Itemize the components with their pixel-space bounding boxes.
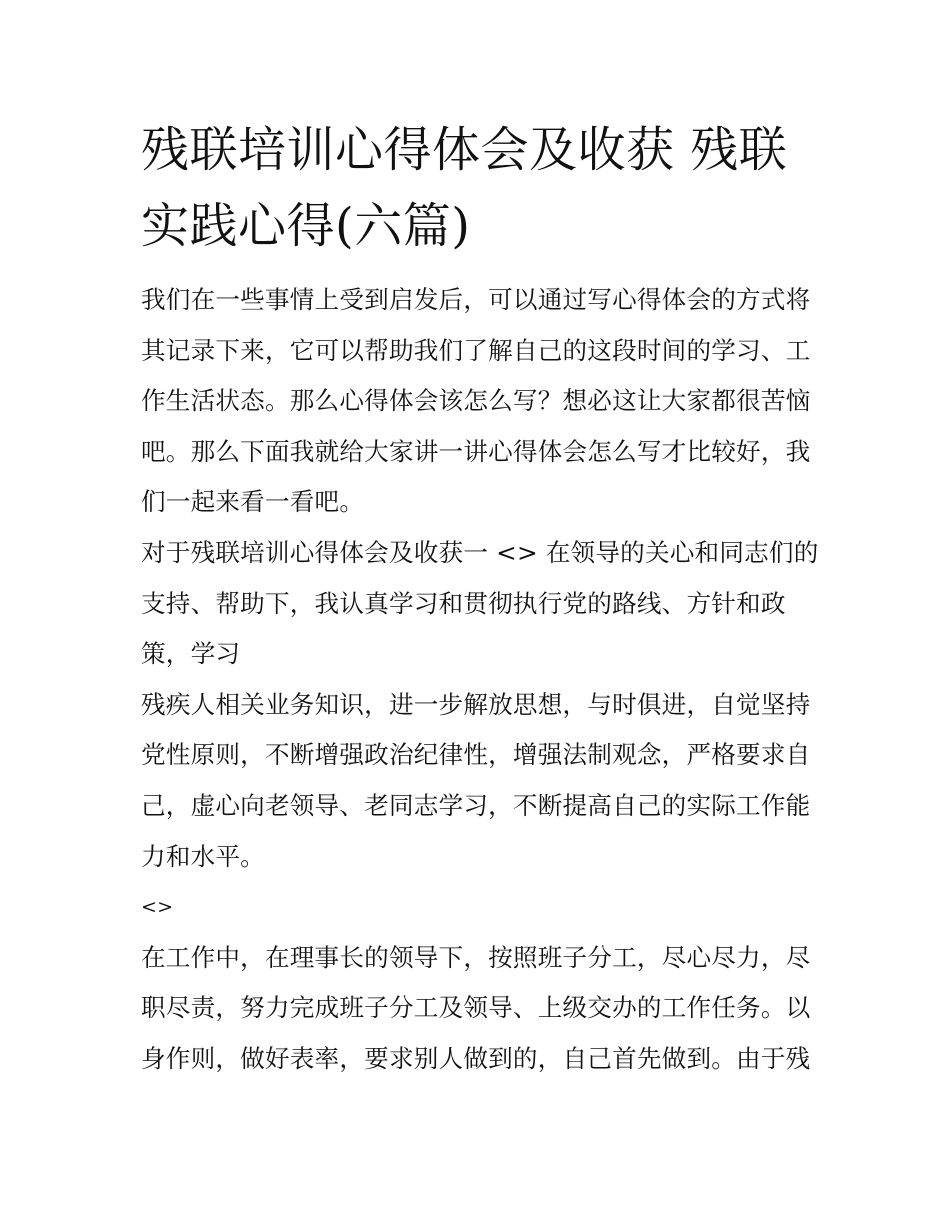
work-paragraph-line: 在工作中，在理事长的领导下，按照班子分工，尽心尽力，尽 [141,942,811,972]
study-paragraph-line: 党性原则，不断增强政治纪律性，增强法制观念，严格要求自 [141,740,811,770]
section-one-paragraph-line: 支持、帮助下，我认真学习和贯彻执行党的路线、方针和政 [141,588,786,618]
placeholder-marker: <> [141,896,174,919]
section-one-paragraph-line: 对于残联培训心得体会及收获一 <> 在领导的关心和同志们的 [141,537,819,567]
intro-paragraph-line: 作生活状态。那么心得体会该怎么写？想必这让大家都很苦恼 [141,386,811,416]
intro-paragraph-line: 我们在一些事情上受到启发后，可以通过写心得体会的方式将 [141,285,811,314]
intro-paragraph-line: 们一起来看一看吧。 [141,487,365,517]
study-paragraph-line: 己，虚心向老领导、老同志学习，不断提高自己的实际工作能 [141,790,811,820]
study-paragraph-line: 残疾人相关业务知识，进一步解放思想，与时俱进，自觉坚持 [141,689,811,719]
work-paragraph-line: 职尽责，努力完成班子分工及领导、上级交办的工作任务。以 [141,993,811,1023]
work-paragraph-line: 身作则，做好表率，要求别人做到的，自己首先做到。由于残 [141,1043,811,1073]
title-line-2: 实践心得(六篇) [141,198,471,254]
study-paragraph-line: 力和水平。 [141,841,265,871]
document-body [141,275,831,1085]
intro-paragraph-line: 吧。那么下面我就给大家讲一讲心得体会怎么写才比较好，我 [141,436,811,466]
section-one-paragraph-line: 策，学习 [141,639,241,669]
title-line-1: 残联培训心得体会及收获 残联 [141,122,788,178]
document-title [141,112,841,264]
intro-paragraph-line: 其记录下来，它可以帮助我们了解自己的这段时间的学习、工 [141,335,811,365]
